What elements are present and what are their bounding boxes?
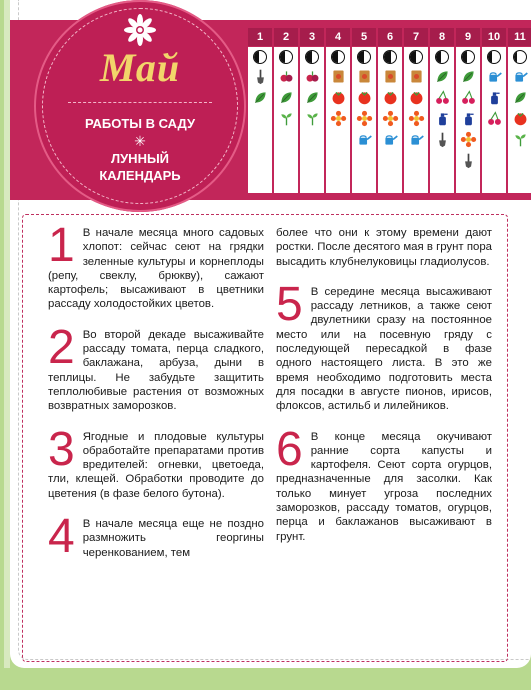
calendar-day-body	[274, 47, 298, 193]
paragraph-3	[48, 422, 264, 501]
seed-packet-icon	[381, 67, 399, 85]
left-text-column	[48, 219, 264, 576]
leaf-icon	[511, 88, 529, 106]
moon-phase-shade	[358, 51, 364, 63]
paragraph-4-continuation: более что они к этому времени дают ростки. После десятого мая в грунт пора высадить клубнелуковицы гладиолусов.	[276, 227, 492, 268]
moon-phase-shade	[254, 51, 259, 63]
leaf-icon	[277, 88, 295, 106]
paragraph-4	[48, 510, 264, 564]
paragraph-text: В начале месяца еще не поздно размножить георгины черенкованием, тем	[82, 518, 264, 559]
moon-phase-icon	[331, 50, 345, 64]
moon-phase-icon	[253, 50, 267, 64]
moon-phase-icon	[383, 50, 397, 64]
seed-packet-icon	[407, 67, 425, 85]
calendar-day-column	[430, 28, 454, 193]
berry-icon	[303, 67, 321, 85]
lunar-calendar-grid	[248, 28, 531, 193]
moon-phase-icon	[409, 50, 423, 64]
paragraph-5	[276, 277, 492, 414]
tomato-icon	[407, 88, 425, 106]
shovel-icon	[433, 130, 451, 148]
spray-bottle-icon	[433, 109, 451, 127]
tomato-icon	[511, 109, 529, 127]
spray-bottle-icon	[485, 88, 503, 106]
cherry-icon	[433, 88, 451, 106]
seed-packet-icon	[329, 67, 347, 85]
moon-phase-shade	[488, 51, 492, 63]
moon-phase-shade	[462, 51, 467, 63]
badge-subtitle-garden: РАБОТЫ В САДУ	[84, 116, 196, 131]
calendar-day-body	[248, 47, 272, 193]
calendar-day-body	[378, 47, 402, 193]
paragraph-text: Во второй декаде высаживайте рассаду томата, перца сладкого, баклажана, арбуза, дыни в теплицы. Не забудьте защитить теплолюбивые растения от возможных возвратных заморозков.	[48, 328, 264, 413]
tomato-icon	[381, 88, 399, 106]
calendar-day-column	[248, 28, 272, 193]
calendar-day-column	[274, 28, 298, 193]
paragraph-text: В начале месяца много садовых хлопот: сейчас сеют на грядки зеленные культуры и корнеплоды (репу, свеклу, брюкву), сажают картофель; высаживают в цветники рассаду холодостойких цветов.	[48, 227, 264, 311]
calendar-day-number: 3	[300, 28, 324, 46]
moon-phase-shade	[384, 51, 391, 63]
paragraph-text: Ягодные и плодовые культуры обработайте препаратами против вредителей: огневки, цветоеда, тли, клещей. Обработки проводите до цветения (в фазе белого бутона).	[48, 430, 264, 500]
flower-icon	[381, 109, 399, 127]
paragraph-number: 5	[276, 277, 303, 331]
badge-subtitle-lunar-line1: ЛУННЫЙ	[110, 151, 170, 166]
flower-icon	[459, 130, 477, 148]
shovel-icon	[459, 151, 477, 169]
moon-phase-shade	[332, 51, 338, 63]
badge-separator: ✳	[134, 133, 146, 149]
paragraph-text: В середине месяца высаживают рассаду летников, а также сеют двулетники сразу на постоянное место или на посевную гряду с последующей пересадкой в фазе одного настоящего листа. В это же время необходимо подготовить места для посадки в августе пионов, ирисов, флоксов, астильб и лилейников.	[276, 285, 492, 413]
moon-phase-shade	[306, 51, 312, 63]
calendar-day-body	[430, 47, 454, 193]
calendar-day-number: 8	[430, 28, 454, 46]
moon-phase-shade	[280, 51, 285, 63]
flower-icon	[329, 109, 347, 127]
spray-bottle-icon	[459, 109, 477, 127]
moon-phase-icon	[279, 50, 293, 64]
sprout-icon	[303, 109, 321, 127]
calendar-day-column	[404, 28, 428, 193]
calendar-day-column	[378, 28, 402, 193]
paragraph-number: 6	[276, 422, 303, 476]
moon-phase-shade	[436, 51, 441, 63]
badge-divider	[68, 102, 212, 103]
calendar-day-number: 9	[456, 28, 480, 46]
flower-icon	[124, 14, 156, 46]
leaf-icon	[459, 67, 477, 85]
watering-can-icon	[485, 67, 503, 85]
badge-subtitle-lunar	[34, 150, 246, 184]
cherry-icon	[459, 88, 477, 106]
calendar-day-column	[326, 28, 350, 193]
berry-icon	[277, 67, 295, 85]
tomato-icon	[329, 88, 347, 106]
calendar-day-body	[404, 47, 428, 193]
sprout-icon	[277, 109, 295, 127]
calendar-day-body	[508, 47, 531, 193]
watering-can-icon	[407, 130, 425, 148]
calendar-day-number: 6	[378, 28, 402, 46]
calendar-day-column	[456, 28, 480, 193]
watering-can-icon	[381, 130, 399, 148]
moon-phase-icon	[357, 50, 371, 64]
calendar-day-column	[508, 28, 531, 193]
leaf-icon	[251, 88, 269, 106]
paragraph-2	[48, 320, 264, 414]
watering-can-icon	[511, 67, 529, 85]
flower-icon	[355, 109, 373, 127]
sprout-icon	[511, 130, 529, 148]
calendar-day-number: 7	[404, 28, 428, 46]
calendar-day-body	[326, 47, 350, 193]
moon-phase-icon	[487, 50, 501, 64]
moon-phase-icon	[461, 50, 475, 64]
calendar-day-column	[482, 28, 506, 193]
calendar-day-body	[456, 47, 480, 193]
paragraph-number: 3	[48, 422, 75, 476]
shovel-icon	[251, 67, 269, 85]
moon-phase-shade	[514, 51, 517, 63]
calendar-day-column	[352, 28, 376, 193]
watering-can-icon	[355, 130, 373, 148]
moon-phase-icon	[435, 50, 449, 64]
paragraph-number: 4	[48, 510, 75, 564]
calendar-day-number: 4	[326, 28, 350, 46]
calendar-day-body	[482, 47, 506, 193]
paragraph-number: 2	[48, 320, 75, 374]
seed-packet-icon	[355, 67, 373, 85]
moon-phase-icon	[513, 50, 527, 64]
paragraph-text: В конце месяца окучивают ранние сорта капусты и картофеля. Сеют сорта огурцов, предназначенные для засолки. Как только минует угроза последних заморозков, рассаду томатов, огурцов, перца и баклажанов высаживают в грунт.	[276, 430, 492, 543]
calendar-day-number: 10	[482, 28, 506, 46]
calendar-day-number: 11	[508, 28, 531, 46]
leaf-icon	[303, 88, 321, 106]
paragraph-number: 1	[48, 219, 75, 272]
calendar-day-body	[300, 47, 324, 193]
tomato-icon	[355, 88, 373, 106]
calendar-day-number: 2	[274, 28, 298, 46]
badge-subtitle-lunar-line2: КАЛЕНДАРЬ	[99, 168, 181, 183]
flower-icon	[407, 109, 425, 127]
calendar-day-number: 5	[352, 28, 376, 46]
paragraph-1	[48, 219, 264, 312]
right-text-column	[276, 226, 492, 560]
calendar-day-column	[300, 28, 324, 193]
calendar-day-body	[352, 47, 376, 193]
leaf-icon	[433, 67, 451, 85]
cherry-icon	[485, 109, 503, 127]
calendar-day-number: 1	[248, 28, 272, 46]
moon-phase-icon	[305, 50, 319, 64]
paragraph-6	[276, 422, 492, 544]
month-title: Май	[99, 45, 181, 90]
moon-phase-shade	[410, 51, 416, 63]
month-badge	[34, 0, 246, 212]
